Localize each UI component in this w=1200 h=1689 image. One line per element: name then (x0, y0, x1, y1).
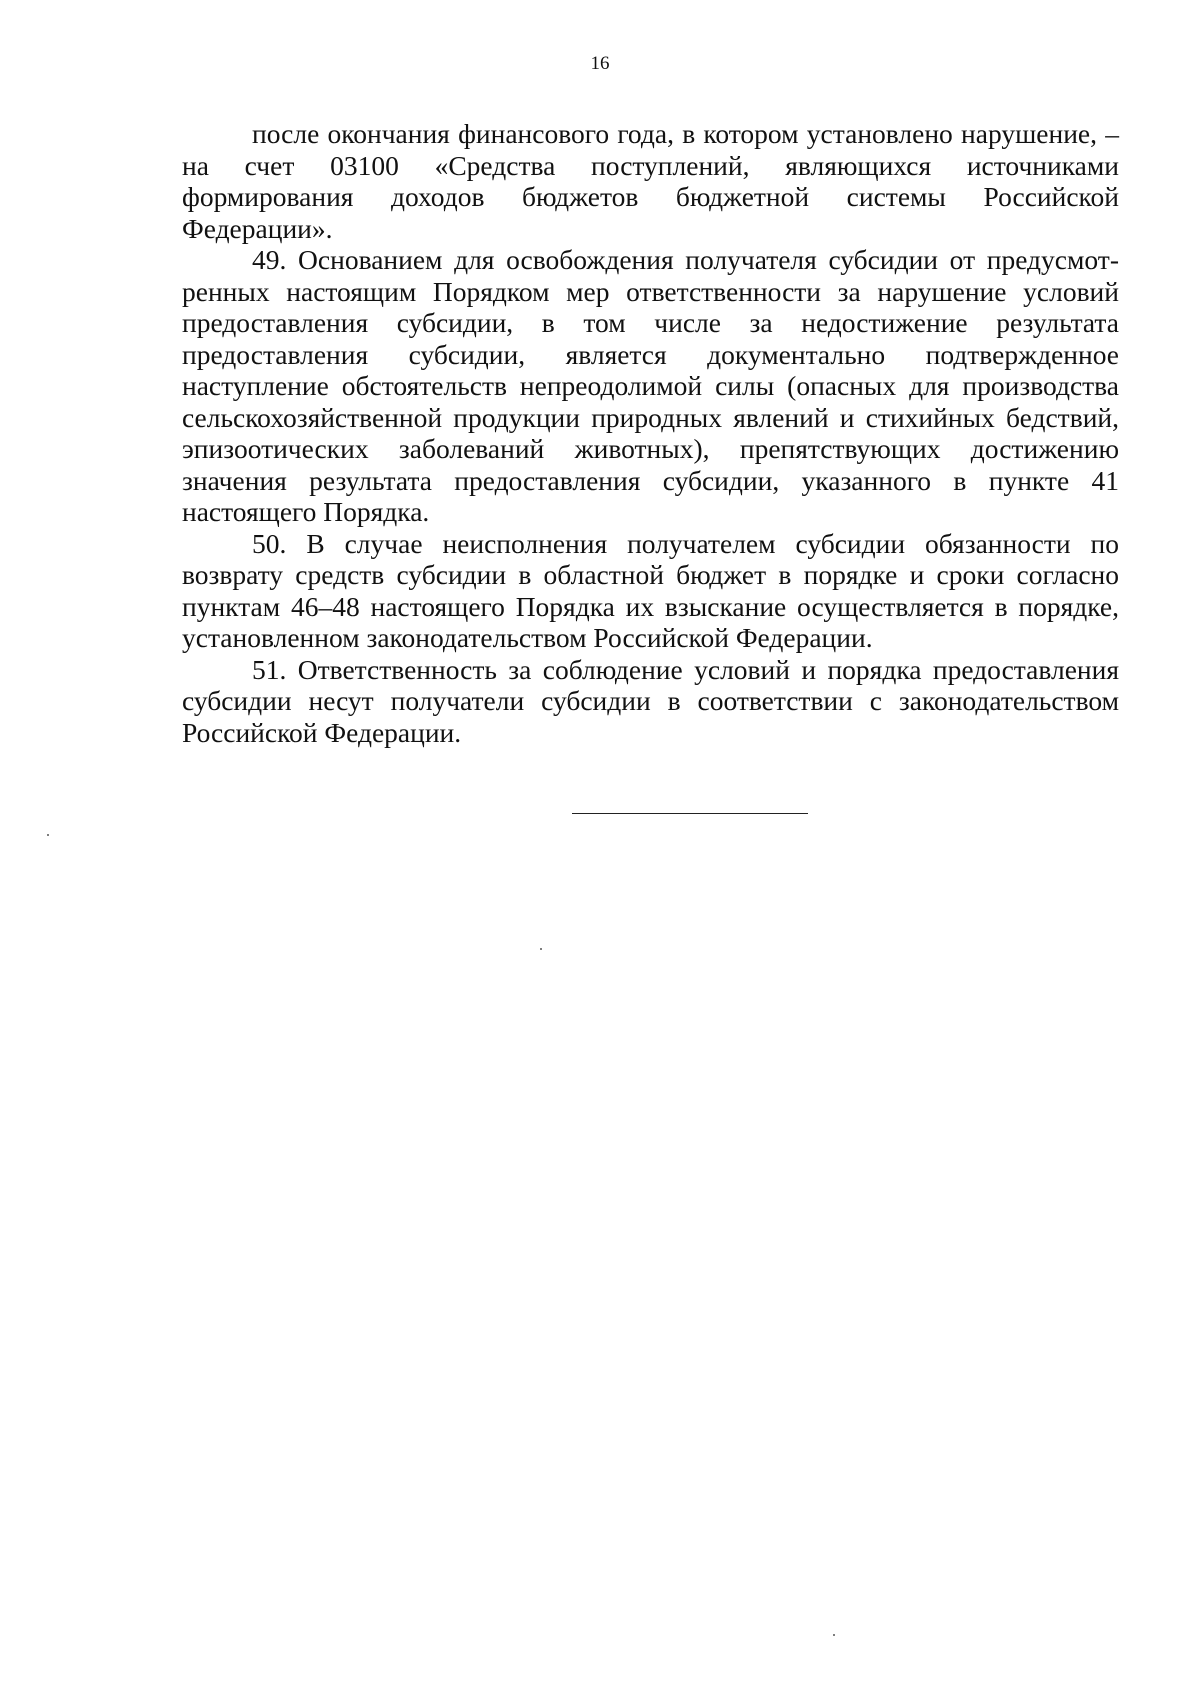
paragraph-continuation: после окончания финансового года, в котором установлено нарушение, – на счет 03100 «Средства поступлений, являющихся источниками формирования доходов бюджетов бюджетной системы Российской Федерации». (182, 118, 1119, 244)
scan-speck (540, 948, 542, 950)
scan-speck (833, 1634, 835, 1636)
paragraph-49: 49. Основанием для освобождения получателя субсидии от предусмотренных настоящим Порядком мер ответственности за нарушение условий предоставления субсидии, в том числе за недостижение результата предоставления субсидии, является документально подтвержденное наступление обстоятельств непреодолимой силы (опасных для производства сельскохозяйственной продукции природных явлений и стихийных бедствий, эпизоотических заболеваний животных), препятствующих достижению значения результата предоставления субсидии, указанного в пункте 41 настоящего Порядка. (182, 244, 1119, 527)
paragraph-51: 51. Ответственность за соблюдение условий и порядка предоставления субсидии несут получатели субсидии в соответствии с законодательством Российской Федерации. (182, 653, 1119, 748)
end-of-document-rule (572, 813, 808, 814)
document-body (182, 118, 1119, 748)
paragraph-50: 50. В случае неисполнения получателем субсидии обязанности по возврату средств субсидии в областной бюджет в порядке и сроки согласно пунктам 46–48 настоящего Порядка их взыскание осуществляется в порядке, установленном законодательством Российской Федерации. (182, 527, 1119, 653)
page-number: 16 (590, 53, 610, 74)
scan-speck (47, 834, 49, 836)
